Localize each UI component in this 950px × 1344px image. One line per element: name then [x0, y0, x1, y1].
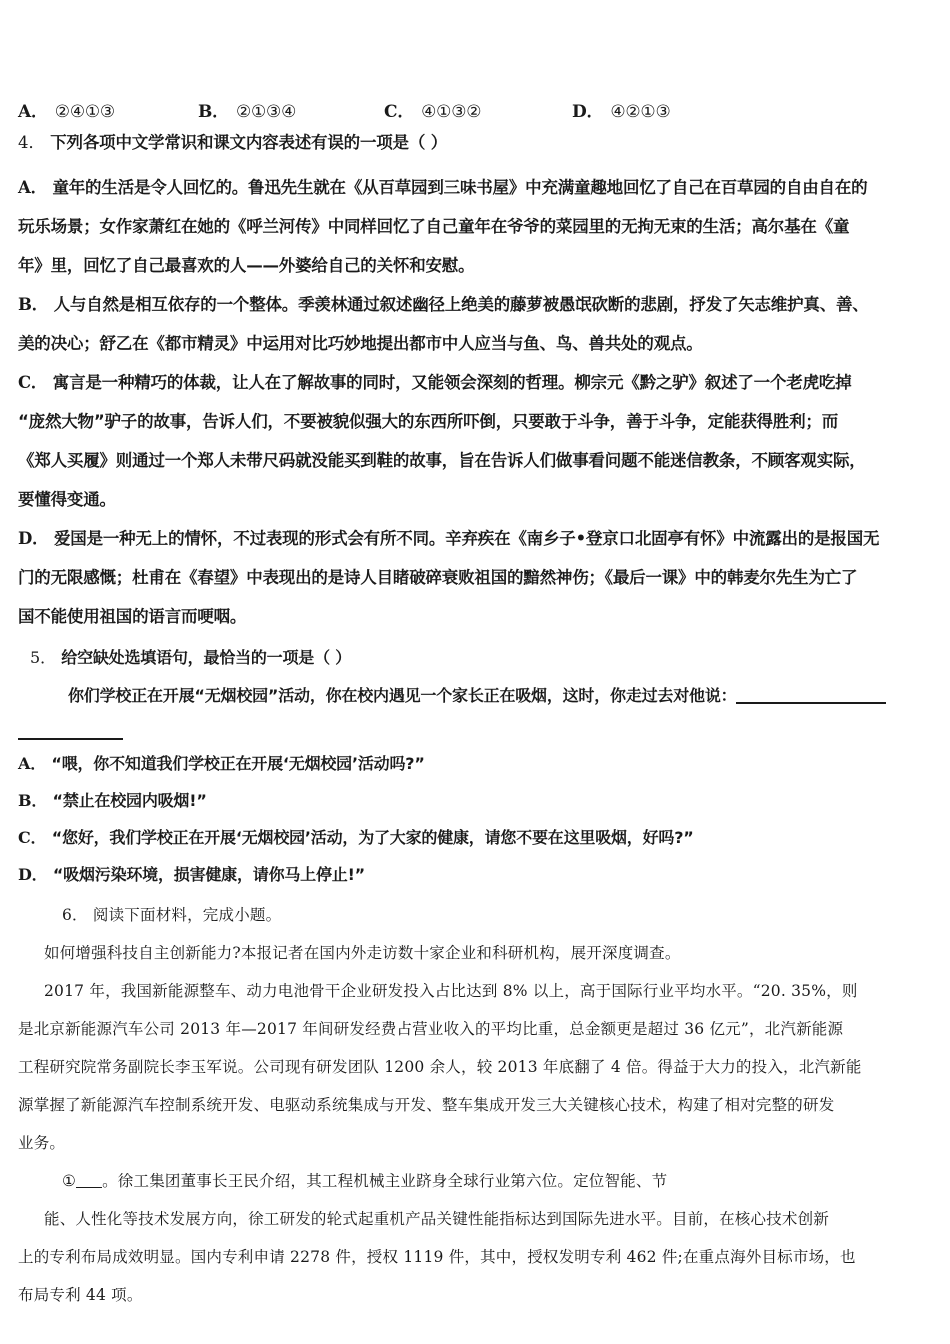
question-6-passage-p2-line-1: 2017 年，我国新能源整车、动力电池骨干企业研发投入占比达到 8% 以上，高于国际行业平均水平。“20. 35%，则 [44, 982, 858, 1000]
question-6-passage-p3-line-1 [62, 1174, 667, 1190]
answer-row-previous-question [18, 97, 671, 122]
scenario-text: 你们学校正在开展“无烟校园”活动，你在校内遇见一个家长正在吸烟，这时，你走过去对他说： [68, 686, 737, 705]
question-text: 阅读下面材料，完成小题。 [92, 906, 282, 924]
question-6-passage-p3-line-3: 上的专利布局成效明显。国内专利申请 2278 件，授权 1119 件，其中，授权发明专利 462 件;在重点海外目标市场，也 [18, 1248, 856, 1266]
question-4-option-a-line-3: 年》里，回忆了自己最喜欢的人——外婆给自己的关怀和安慰。 [18, 256, 475, 275]
option-text: 童年的生活是令人回忆的。鲁迅先生就在《从百草园到三味书屋》中充满童趣地回忆了自己在百草园的自由自在的 [52, 178, 868, 197]
question-4-option-c-line-4: 要懂得变通。 [18, 490, 116, 509]
answer-option-a [18, 97, 198, 122]
question-4-option-c-line-2: “庞然大物”驴子的故事，告诉人们，不要被貌似强大的东西所吓倒，只要敢于斗争，善于斗争，定能获得胜利；而 [18, 412, 838, 431]
question-5-option-c [18, 830, 694, 846]
blank-marker-1: ① [62, 1172, 77, 1190]
answer-blank-1[interactable] [736, 702, 886, 704]
question-6-passage-p2-line-5: 业务。 [18, 1134, 66, 1152]
question-4-option-d-line-1 [18, 531, 879, 548]
option-text: “禁止在校园内吸烟!” [52, 791, 207, 810]
option-letter: D． [18, 529, 49, 548]
question-number: 5． [30, 648, 57, 667]
question-6-stem [62, 908, 281, 924]
question-4-option-c-line-3: 《郑人买履》则通过一个郑人未带尺码就没能买到鞋的故事，旨在告诉人们做事看问题不能迷信教条，不顾客观实际， [18, 451, 866, 470]
question-5-option-a [18, 756, 425, 772]
option-letter: A． [18, 754, 47, 773]
answer-blank-2[interactable] [18, 738, 123, 740]
question-4-option-a-line-2: 玩乐场景；女作家萧红在她的《呼兰河传》中同样回忆了自己童年在爷爷的菜园里的无拘无束的生活；高尔基在《童 [18, 217, 850, 236]
answer-option-b [198, 97, 384, 122]
option-sequence: ④②①③ [610, 102, 671, 122]
option-letter: A． [18, 178, 47, 197]
option-text: 爱国是一种无上的情怀，不过表现的形式会有所不同。辛弃疾在《南乡子•登京口北固亭有怀》中流露出的是报国无 [53, 529, 880, 548]
question-6-passage-p1-line-1: 如何增强科技自主创新能力?本报记者在国内外走访数十家企业和科研机构，展开深度调查。 [44, 944, 681, 962]
question-6-passage-p3-line-2: 能、人性化等技术发展方向，徐工研发的轮式起重机产品关键性能指标达到国际先进水平。目前，在核心技术创新 [44, 1210, 830, 1228]
question-text: 下列各项中文学常识和课文内容表述有误的一项是（ ） [50, 133, 447, 152]
option-letter: B． [18, 295, 49, 314]
question-4-option-b-line-2: 美的决心；舒乙在《都市精灵》中运用对比巧妙地提出都市中人应当与鱼、鸟、兽共处的观点。 [18, 334, 703, 353]
option-letter: C． [18, 828, 47, 847]
option-sequence: ②①③④ [235, 102, 297, 122]
option-text: 人与自然是相互依存的一个整体。季羡林通过叙述幽径上绝美的藤萝被愚氓砍断的悲剧，抒发了矢志维护真、善、 [53, 295, 869, 314]
question-4-option-b-line-1 [18, 297, 869, 314]
question-6-passage-p2-line-4: 源掌握了新能源汽车控制系统开发、电驱动系统集成与开发、整车集成开发三大关键核心技术，构建了相对完整的研发 [18, 1096, 835, 1114]
option-text: “您好，我们学校正在开展‘无烟校园’活动，为了大家的健康，请您不要在这里吸烟，好吗?” [51, 828, 694, 847]
answer-option-d [572, 97, 671, 122]
question-6-passage-p2-line-3: 工程研究院常务副院长李玉军说。公司现有研发团队 1200 余人，较 2013 年底翻了 4 倍。得益于大力的投入，北汽新能 [18, 1058, 862, 1076]
question-4-option-a-line-1 [18, 180, 867, 197]
answer-option-c [384, 97, 572, 122]
passage-text: 。徐工集团董事长王民介绍，其工程机械主业跻身全球行业第六位。定位智能、节 [102, 1172, 668, 1190]
option-text: “喂，你不知道我们学校正在开展‘无烟校园’活动吗?” [51, 754, 425, 773]
question-5-stem [30, 650, 351, 666]
option-letter: C． [18, 373, 48, 392]
question-6-passage-p2-line-2: 是北京新能源汽车公司 2013 年—2017 年间研发经费占营业收入的平均比重，总金额更是超过 36 亿元”，北汽新能源 [18, 1020, 844, 1038]
question-4-option-d-line-2: 门的无限感慨；杜甫在《春望》中表现出的是诗人目睹破碎衰败祖国的黯然神伤；《最后一课》中的韩麦尔先生为亡了 [18, 568, 858, 587]
question-5-option-b [18, 793, 207, 809]
option-sequence: ②④①③ [54, 102, 115, 122]
question-number: 6． [62, 906, 88, 924]
question-6-passage-p3-line-4: 布局专利 44 项。 [18, 1286, 143, 1304]
option-letter: A． [18, 102, 48, 122]
option-sequence: ④①③② [421, 102, 482, 122]
option-text: 寓言是一种精巧的体裁，让人在了解故事的同时，又能领会深刻的哲理。柳宗元《黔之驴》叙述了一个老虎吃掉 [52, 373, 852, 392]
option-letter: D． [18, 865, 48, 884]
question-4-option-d-line-3: 国不能使用祖国的语言而哽咽。 [18, 607, 247, 626]
question-4-option-c-line-1 [18, 375, 851, 392]
question-text: 给空缺处选填语句，最恰当的一项是（ ） [61, 648, 352, 667]
answer-blank-marker-1[interactable] [76, 1187, 102, 1188]
question-5-scenario-line-2 [18, 724, 123, 740]
option-letter: C． [384, 102, 415, 122]
option-text: “吸烟污染环境，损害健康，请你马上停止!” [52, 865, 365, 884]
question-5-scenario-line-1 [68, 688, 886, 704]
question-5-option-d [18, 867, 365, 883]
option-letter: D． [572, 102, 604, 122]
option-letter: B． [18, 791, 48, 810]
option-letter: B． [198, 102, 229, 122]
question-4-stem [18, 135, 447, 152]
question-number: 4． [18, 133, 45, 152]
